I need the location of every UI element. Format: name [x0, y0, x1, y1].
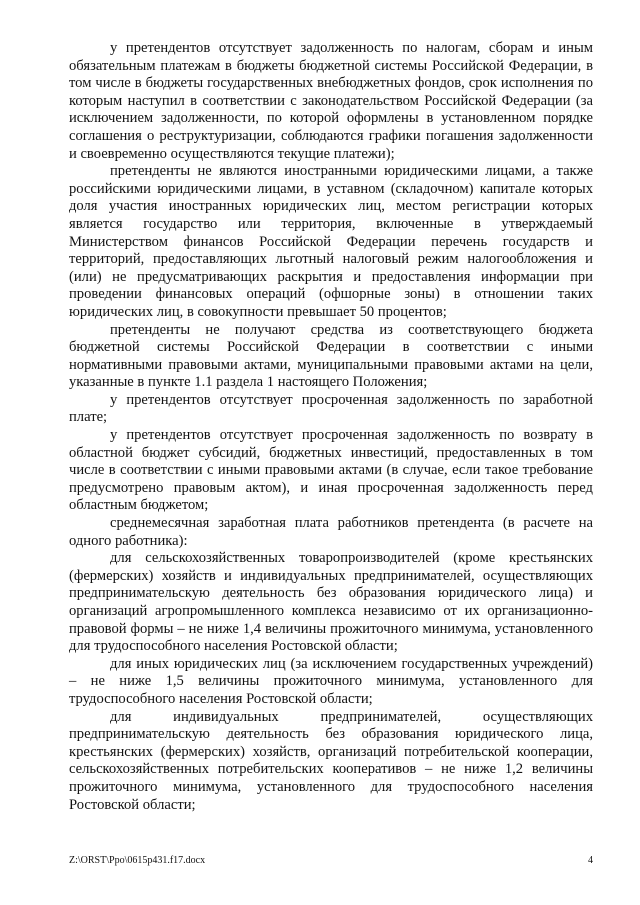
paragraph-agri-producers: для сельскохозяйственных товаропроизводителей (кроме крестьянских (фермерских) хозяйств и индивидуальных предпринимателей, осуществляющих предпринимательскую деятельность без образования юридического лица) и организаций агропромышленного комплекса независимо от их организационно-правовой формы – не ниже 1,4 величины прожиточного минимума, установленного для трудоспособного населения Ростовской области;	[69, 550, 593, 655]
paragraph-subsidy-debt: у претендентов отсутствует просроченная задолженность по возврату в областной бюджет субсидий, бюджетных инвестиций, предоставленных в том числе в соответствии с иными правовыми актами (в случае, если такое требование предусмотрено правовым актом), и иная просроченная задолженность перед областным бюджетом;	[69, 427, 593, 514]
page-footer	[69, 855, 593, 867]
paragraph-other-budget-funds: претенденты не получают средства из соответствующего бюджета бюджетной системы Российской Федерации в соответствии с иными нормативными правовыми актами, муниципальными правовыми актами на цели, указанные в пункте 1.1 раздела 1 настоящего Положения;	[69, 321, 593, 391]
paragraph-tax-debt: у претендентов отсутствует задолженность по налогам, сборам и иным обязательным платежам в бюджеты бюджетной системы Российской Федерации, в том числе в бюджеты государственных внебюджетных фондов, срок исполнения по которым наступил в соответствии с законодательством Российской Федерации (за исключением задолженности, по которой оформлены в установленном порядке соглашения о реструктуризации, соблюдаются графики погашения задолженности и своевременно осуществляются текущие платежи);	[69, 40, 593, 162]
paragraph-wage-arrears: у претендентов отсутствует просроченная задолженность по заработной плате;	[69, 391, 593, 426]
page-number: 4	[588, 855, 593, 866]
footer-file-path: Z:\ORST\Ppo\0615p431.f17.docx	[69, 855, 206, 866]
document-body	[69, 40, 593, 814]
paragraph-average-salary: среднемесячная заработная плата работников претендента (в расчете на одного работника):	[69, 515, 593, 549]
paragraph-other-legal-entities: для иных юридических лиц (за исключением государственных учреждений) – не ниже 1,5 величины прожиточного минимума, установленного для трудоспособного населения Ростовской области;	[69, 655, 593, 707]
paragraph-foreign-entities: претенденты не являются иностранными юридическими лицами, а также российскими юридическими лицами, в уставном (складочном) капитале которых доля участия иностранных юридических лиц, местом регистрации которых является государство или территория, включенные в утверждаемый Министерством финансов Российской Федерации перечень государств и территорий, предоставляющих льготный налоговый режим налогообложения и (или) не предусматривающих раскрытия и предоставления информации при проведении финансовых операций (офшорные зоны) в отношении таких юридических лиц, в совокупности превышает 50 процентов;	[69, 163, 593, 320]
paragraph-individual-entrepreneurs: для индивидуальных предпринимателей, осуществляющих предпринимательскую деятельность без образования юридического лица, крестьянских (фермерских) хозяйств, организаций потребительской кооперации, сельскохозяйственных потребительских кооперативов – не ниже 1,2 величины прожиточного минимума, установленного для трудоспособного населения Ростовской области;	[69, 708, 593, 813]
